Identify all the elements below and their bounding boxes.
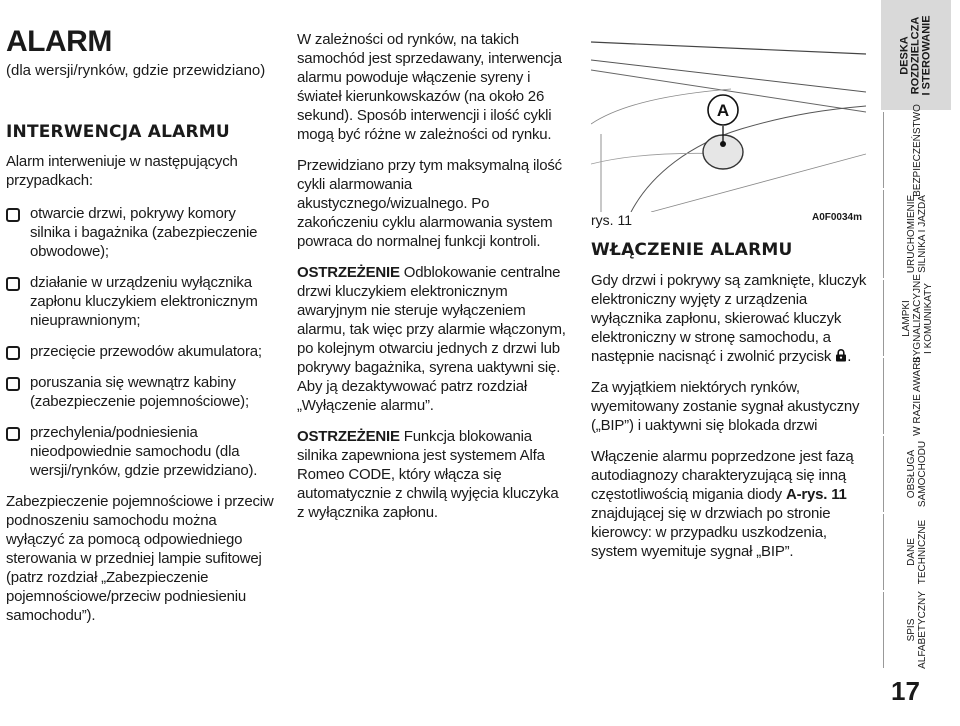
tab-starting-driving[interactable]: URUCHOMIENIE SILNIKA I JAZDA — [883, 190, 950, 278]
padlock-icon — [835, 349, 847, 362]
tab-safety[interactable]: BEZPIECZEŃSTWO — [883, 112, 950, 188]
warning-emergency-key: OSTRZEŻENIE Odblokowanie centralne drzwi kluczykiem elektronicznym awaryjnym nie steruje wyłączeniem alarmu, tak więc przy alarmie włączonym, po kolejnym otwarciu jednych z drzwi lub pokrywy bagażnika, syrena uaktywni się. Aby ją dezaktywować patrz rozdział „Wyłączenie alarmu”. — [297, 264, 566, 414]
led-indicator-icon — [720, 141, 726, 147]
section-heading-alarm-intervention: INTERWENCJA ALARMU — [6, 122, 230, 142]
beep-paragraph: Za wyjątkiem niektórych rynków, wyemitowany zostanie sygnał akustyczny („BIP”) i uaktywni się blokada drzwi — [591, 379, 860, 434]
page-subtitle: (dla wersji/rynków, gdzie przewidziano) — [6, 62, 266, 79]
tab-technical-data[interactable]: DANE TECHNICZNE — [883, 514, 950, 590]
checkbox-bullet-icon — [6, 277, 20, 291]
list-item: przecięcie przewodów akumulatora; — [6, 342, 276, 361]
door-panel-drawing — [591, 34, 866, 212]
tab-maintenance[interactable]: OBSŁUGA SAMOCHODU — [883, 436, 950, 512]
capacitive-protection-paragraph: Zabezpieczenie pojemnościowe i przeciw podnoszeniu samochodu można wyłączyć za pomocą odpowiedniego sterowania w przedniej lampie sufitowej (patrz rozdział „Zabezpieczenie pojemnościowe/przeciw podniesieniu samochodu”). — [6, 493, 274, 624]
self-diagnosis-paragraph: Włączenie alarmu poprzedzone jest fazą autodiagnozy charakteryzującą się inną częstotliwością migania diody A-rys. 11 znajdującej się w drzwiach po stronie kierowcy: w przypadku uszkodzenia, system wyemituje sygnał „BIP”. — [591, 448, 854, 560]
alarm-cycles-paragraph: Przewidziano przy tym maksymalną ilość cykli alarmowania akustycznego/wizualnego. Po zakończeniu cyklu alarmowania system powraca do normalnej funkcji kontroli. — [297, 157, 562, 250]
figure-code: A0F0034m — [811, 212, 862, 223]
warning-label: OSTRZEŻENIE — [297, 264, 400, 281]
alarm-behaviour-paragraph: W zależności od rynków, na takich samochód jest sprzedawany, interwencja alarmu powoduje włączenie syreny i świateł kierunkowskazów (na około 26 sekund). Sposób interwencji i ilość cykli mogą być różne w zależności od rynku. — [297, 31, 562, 143]
checkbox-bullet-icon — [6, 427, 20, 441]
warning-engine-immobiliser: OSTRZEŻENIE Funkcja blokowania silnika zapewniona jest systemem Alfa Romeo CODE, który włącza się automatycznie z chwilą wyjęcia kluczyka z wyłącznika zapłonu. — [297, 428, 559, 521]
checkbox-bullet-icon — [6, 377, 20, 391]
list-item: przechylenia/podniesienia nieodpowiednie samochodu (dla wersji/rynków, gdzie przewidziano). — [6, 423, 276, 480]
section-heading-alarm-activation: WŁĄCZENIE ALARMU — [591, 240, 793, 260]
tab-index[interactable]: SPIS ALFABETYCZNY — [883, 592, 950, 668]
tab-emergency[interactable]: W RAZIE AWARII — [883, 358, 950, 434]
door-led-illustration — [591, 34, 866, 212]
section-intro: Alarm interweniuje w następujących przypadkach: — [6, 153, 238, 189]
warning-label: OSTRZEŻENIE — [297, 428, 400, 445]
alarm-triggers-list — [6, 204, 276, 480]
figure-caption-row — [591, 212, 868, 232]
list-item: działanie w urządzeniu wyłącznika zapłonu kluczykiem elektronicznym nieuprawnionym; — [6, 273, 276, 330]
activation-paragraph: Gdy drzwi i pokrywy są zamknięte, kluczyk elektroniczny wyjęty z urządzenia wyłącznika zapłonu, skierować kluczyk elektroniczny w stronę samochodu, a następnie nacisnąć i zwolnić przycisk . — [591, 272, 867, 365]
checkbox-bullet-icon — [6, 346, 20, 360]
figure-caption: rys. 11 — [591, 212, 632, 228]
tab-dashboard-controls[interactable]: DESKA ROZDZIELCZA I STEROWANIE — [881, 0, 951, 110]
left-column — [6, 0, 276, 625]
checkbox-bullet-icon — [6, 208, 20, 222]
right-column — [591, 0, 868, 561]
page-title: ALARM — [6, 25, 112, 58]
middle-column — [297, 0, 569, 522]
page-number: 17 — [891, 676, 920, 706]
list-item: otwarcie drzwi, pokrywy komory silnika i bagażnika (zabezpieczenie obwodowe); — [6, 204, 276, 261]
figure-marker-label: A — [716, 101, 730, 120]
chapter-tab-strip — [883, 0, 960, 726]
tab-warning-lights[interactable]: LAMPKI SYGNALIZACYJNE I KOMUNIKATY — [883, 280, 950, 356]
list-item: poruszania się wewnątrz kabiny (zabezpieczenie pojemnościowe); — [6, 373, 276, 411]
